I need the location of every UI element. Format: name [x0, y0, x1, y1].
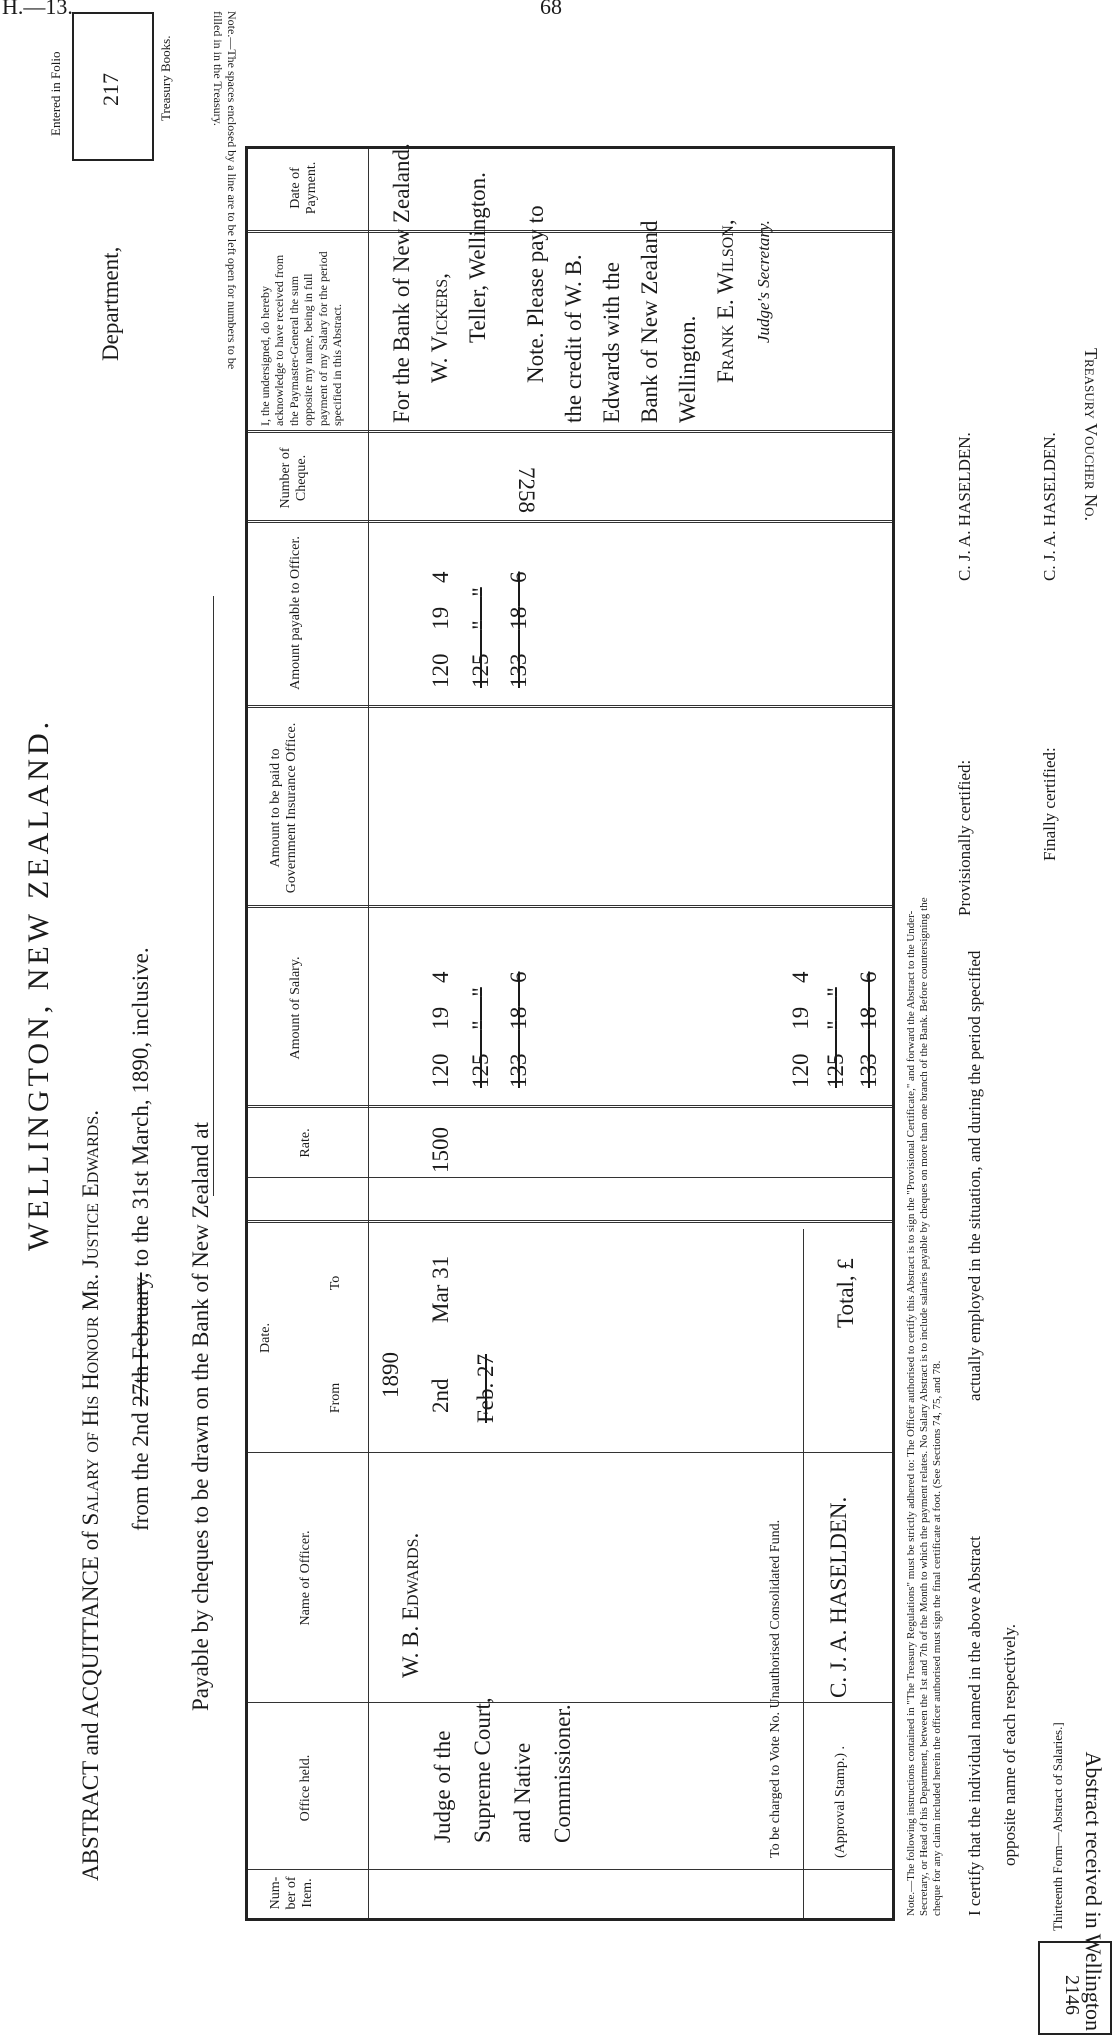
header-date: Date. [258, 1323, 273, 1353]
header-from: From [328, 1382, 343, 1414]
payable-struck-2 [506, 572, 532, 689]
teller-title: Teller, Wellington. [465, 172, 490, 343]
cheque-number: 7258 [514, 467, 539, 513]
salary-struck-2 [506, 972, 532, 1089]
period-struck: 27th February, [128, 1272, 153, 1407]
payable-pence: 4 [428, 571, 453, 583]
salary-pence: 4 [428, 971, 453, 983]
teller-name: W. Vickers, [427, 273, 452, 383]
footer-note: Note.—The following instructions contained in "The Treasury Regulations" must be strictly adhered to: The Officer authorised to certify this Abstract is to sign the "Provisional Certificate," and forward the Abstract to the Under-Secretary, or Head of his Department, between the 1st and 7th of the Month to which the payment relates. No Salary Abstract is to include salaries payable by cheques on more than one branch of the Bank. Before countersigning the cheque for any claim included herein the officer authorised must sign the final certificate at foot. (See Sections 74, 75, and 78. [905, 897, 944, 1916]
payable-struck-2-pounds: 133 [506, 653, 531, 688]
final-label: Finally certified: [1040, 747, 1059, 861]
amount-payable [428, 572, 454, 689]
date-to: Mar 31 [428, 1255, 453, 1323]
salary-struck-1-pounds: 125 [468, 1053, 493, 1088]
salary-table [245, 143, 895, 1921]
department-label: Department, [98, 246, 123, 361]
date-from: 2nd [428, 1378, 453, 1413]
payable-struck-1-pence: " [468, 587, 493, 597]
header-item: Num-ber of Item. [268, 1876, 316, 1910]
total-struck-1 [823, 987, 849, 1088]
final-signature: C. J. A. HASELDEN. [1040, 432, 1059, 581]
header-insurance: Amount to be paid to Government Insurance Office. [268, 722, 300, 894]
office-line-4: Commissioner. [550, 1704, 575, 1843]
payable-pounds: 120 [428, 653, 453, 688]
header-cheque: Number of Cheque. [278, 447, 310, 509]
certify-line-2: opposite name of each respectively. [1000, 1624, 1019, 1866]
total-struck-1-shillings: " [823, 1020, 848, 1030]
salary-struck-2-shillings: 18 [506, 1006, 531, 1030]
receipt-note-4: Bank of New Zealand [637, 220, 662, 423]
office-line-2: Supreme Court, [470, 1697, 495, 1843]
title-rest: Salary of His Honour Mr. Justice Edwards. [78, 1109, 103, 1526]
header-date-payment: Date of Payment. [288, 161, 320, 215]
header-receipt: I, the undersigned, do hereby acknowledge to have received from the Paymaster-General the sum opposite my name, being in full payment of my Salary for the period specified in this Abstract. [258, 251, 344, 426]
received-label: Abstract received in Wellington [1081, 1751, 1106, 2031]
office-line-1: Judge of the [430, 1730, 455, 1843]
receipt-note-5: Wellington. [675, 315, 700, 423]
total-struck-2-pence: 6 [856, 971, 881, 983]
provisional-signature: C. J. A. HASELDEN. [955, 432, 974, 581]
folio-number: 217 [98, 73, 123, 106]
header-salary: Amount of Salary. [288, 956, 303, 1060]
payable-struck-1-shillings: " [468, 620, 493, 630]
voucher-label: Treasury Voucher No. [1081, 348, 1101, 521]
header-rate: Rate. [298, 1128, 313, 1158]
period-to: to the 31st March, 1890, inclusive. [128, 947, 153, 1267]
salary-struck-1-shillings: " [468, 1020, 493, 1030]
receipt-block [383, 143, 783, 423]
total-struck-1-pence: " [823, 987, 848, 997]
payable-line: Payable by cheques to be drawn on the Bank of New Zealand at [188, 1122, 213, 1711]
header-payable: Amount payable to Officer. [288, 536, 303, 690]
total-shillings: 19 [788, 1006, 813, 1030]
period-line [128, 947, 154, 1531]
receipt-note-3: Edwards with the [599, 262, 624, 423]
office-line-3: and Native [510, 1742, 535, 1843]
total-struck-2 [856, 972, 882, 1089]
total-struck-2-pounds: 133 [856, 1053, 881, 1088]
total-label: Total, £ [833, 1258, 858, 1328]
vote-line: To be charged to Vote No. Unauthorised Consolidated Fund. [768, 1519, 783, 1858]
place-title: WELLINGTON, NEW ZEALAND. [22, 717, 55, 1251]
voucher-number: 2146 [1061, 1975, 1083, 2015]
rate: 1500 [428, 1127, 453, 1173]
period-from: from the 2nd [128, 1412, 153, 1531]
salary-struck-1-pence: " [468, 987, 493, 997]
salary-struck-2-pence: 6 [506, 971, 531, 983]
payable-struck-1 [468, 587, 494, 688]
salary [428, 972, 454, 1089]
date-from-struck: Feb. 27 [473, 1354, 498, 1423]
header-officer: Name of Officer. [298, 1530, 313, 1626]
certify-line-1: I certify that the individual named in the above Abstract [965, 1535, 984, 1916]
provisional-label: Provisionally certified: [955, 759, 974, 916]
payable-struck-1-pounds: 125 [468, 653, 493, 688]
title-line [78, 1110, 104, 1881]
salary-struck-2-pounds: 133 [506, 1053, 531, 1088]
receipt-note-1: Note. Please pay to [523, 205, 548, 383]
title-prefix: ABSTRACT and ACQUITTANCE of [78, 1531, 103, 1881]
folio-label: Entered in Folio [48, 51, 63, 136]
officer-name: W. B. Edwards. [398, 1532, 423, 1678]
page-number: 68 [540, 0, 562, 19]
total-pence: 4 [788, 971, 813, 983]
receipt-note-2: the credit of W. B. [561, 254, 586, 423]
certify-line-1b: actually employed in the situation, and during the period specified [965, 950, 984, 1401]
signature: C. J. A. HASELDEN. [826, 1496, 851, 1698]
year: 1890 [378, 1352, 403, 1398]
header-to: To [328, 1275, 343, 1291]
payable-shillings: 19 [428, 606, 453, 630]
page-code: H.—13. [2, 0, 73, 19]
secretary-title: Judge's Secretary. [754, 220, 773, 343]
total-struck-2-shillings: 18 [856, 1006, 881, 1030]
approval-stamp: (Approval Stamp.) . [833, 1746, 848, 1858]
header-office: Office held. [298, 1754, 313, 1822]
bank-line: For the Bank of New Zealand. [389, 143, 414, 423]
salary-struck-1 [468, 987, 494, 1088]
payable-struck-2-shillings: 18 [506, 606, 531, 630]
books-label: Treasury Books. [158, 35, 173, 121]
payable-struck-2-pence: 6 [506, 571, 531, 583]
total-pounds: 120 [788, 1053, 813, 1088]
total [788, 972, 814, 1089]
total-struck-1-pounds: 125 [823, 1053, 848, 1088]
payable-underline [213, 596, 214, 1196]
salary-shillings: 19 [428, 1006, 453, 1030]
form-label: Thirteenth Form—Abstract of Salaries.] [1050, 1722, 1065, 1931]
office-held [423, 1697, 583, 1843]
note-filled: Note.—The spaces enclosed by a line are to be left open for numbers to be filled in in the Treasury. [210, 11, 239, 370]
secretary-name: Frank E. Wilson, [713, 219, 738, 383]
salary-pounds: 120 [428, 1053, 453, 1088]
